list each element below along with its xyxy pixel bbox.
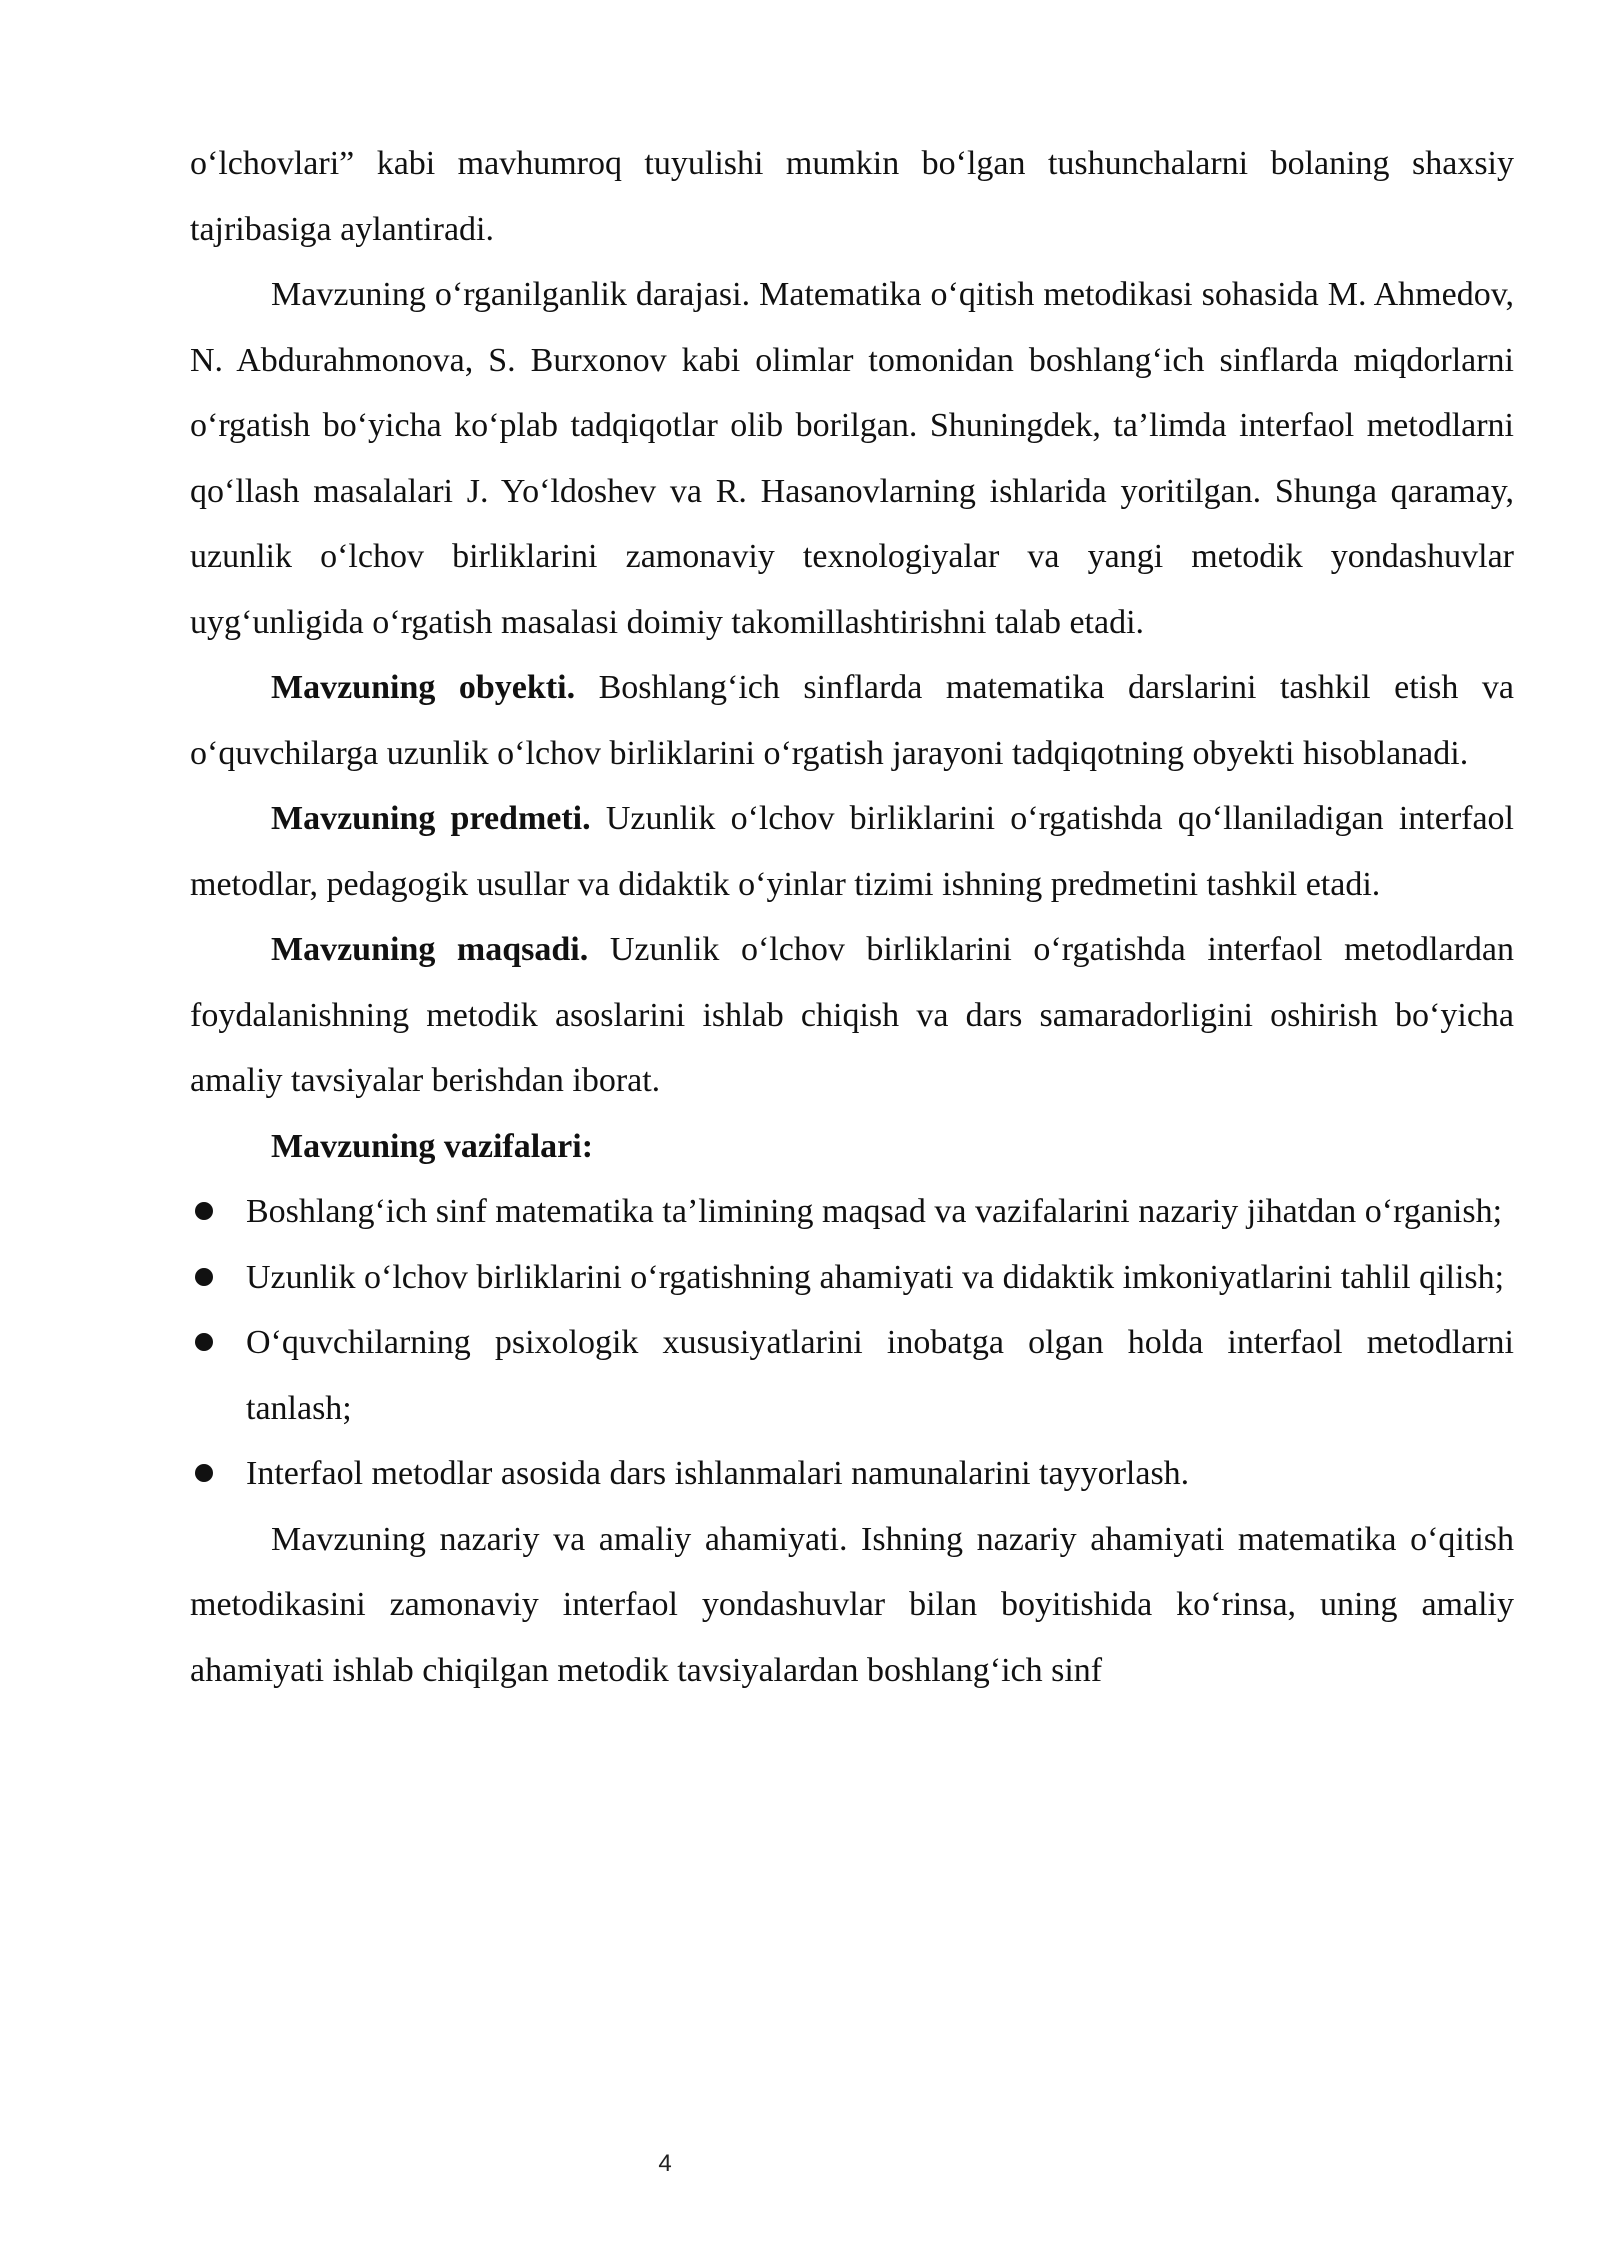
list-item-text: Boshlang‘ich sinf matematika ta’limining maqsad va vazifalarini nazariy jihatdan o‘rganish; bbox=[246, 1193, 1503, 1230]
list-item bbox=[190, 1441, 1514, 1507]
subject-text: Uzunlik o‘lchov birliklarini o‘rgatishda qo‘llaniladigan interfaol metodlar, pedagogik usullar va didaktik o‘yinlar tizimi ishning predmetini tashkil etadi. bbox=[190, 800, 1514, 903]
list-item bbox=[190, 1310, 1514, 1441]
significance-paragraph: Mavzuning nazariy va amaliy ahamiyati. Ishning nazariy ahamiyati matematika o‘qitish metodikasini zamonaviy interfaol yondashuvlar bilan boyitishida ko‘rinsa, uning amaliy ahamiyati ishlab chiqilgan metodik tavsiyalardan boshlang‘ich sinf bbox=[190, 1520, 1514, 1689]
list-item-text: Interfaol metodlar asosida dars ishlanmalari namunalarini tayyorlash. bbox=[246, 1455, 1190, 1492]
list-item bbox=[190, 1179, 1514, 1245]
bullet-icon bbox=[195, 1268, 213, 1286]
bullet-icon bbox=[195, 1464, 213, 1482]
study-degree-paragraph: Mavzuning o‘rganilganlik darajasi. Matematika o‘qitish metodikasi sohasida M. Ahmedov, N. Abdurahmonova, S. Burxonov kabi olimlar tomonidan boshlang‘ich sinflarda miqdorlarni o‘rgatish bo‘yicha ko‘plab tadqiqotlar olib borilgan. Shuningdek, ta’limda interfaol metodlarni qo‘llash masalalari J. Yo‘ldoshev va R. Hasanovlarning ishlarida yoritilgan. Shunga qaramay, uzunlik o‘lchov birliklarini zamonaviy texnologiyalar va yangi metodik yondashuvlar uyg‘unligida o‘rgatish masalasi doimiy takomillashtirishni talab etadi. bbox=[190, 276, 1514, 641]
bullet-icon bbox=[195, 1202, 213, 1220]
continuation-paragraph: o‘lchovlari” kabi mavhumroq tuyulishi mumkin bo‘lgan tushunchalarni bolaning shaxsiy tajribasiga aylantiradi. bbox=[190, 145, 1514, 248]
tasks-list bbox=[190, 1179, 1514, 1507]
page-body bbox=[190, 131, 1514, 1703]
object-label: Mavzuning obyekti. bbox=[271, 669, 576, 706]
page-number: 4 bbox=[658, 2150, 672, 2177]
list-item bbox=[190, 1245, 1514, 1311]
list-item-text: O‘quvchilarning psixologik xususiyatlarini inobatga olgan holda interfaol metodlarni tanlash; bbox=[246, 1324, 1514, 1427]
goal-paragraph bbox=[190, 917, 1514, 1114]
subject-label: Mavzuning predmeti. bbox=[271, 800, 591, 837]
goal-label: Mavzuning maqsadi. bbox=[271, 931, 589, 968]
bullet-icon bbox=[195, 1333, 213, 1351]
tasks-heading: Mavzuning vazifalari: bbox=[271, 1127, 594, 1165]
goal-text: Uzunlik o‘lchov birliklarini o‘rgatishda interfaol metodlardan foydalanishning metodik asoslarini ishlab chiqish va dars samaradorligini oshirish bo‘yicha amaliy tavsiyalar berishdan iborat. bbox=[190, 931, 1515, 1099]
subject-paragraph bbox=[190, 786, 1514, 917]
object-paragraph bbox=[190, 655, 1514, 786]
object-text: Boshlang‘ich sinflarda matematika darslarini tashkil etish va o‘quvchilarga uzunlik o‘lchov birliklarini o‘rgatish jarayoni tadqiqotning obyekti hisoblanadi. bbox=[190, 669, 1514, 772]
list-item-text: Uzunlik o‘lchov birliklarini o‘rgatishning ahamiyati va didaktik imkoniyatlarini tahlil qilish; bbox=[246, 1258, 1505, 1296]
